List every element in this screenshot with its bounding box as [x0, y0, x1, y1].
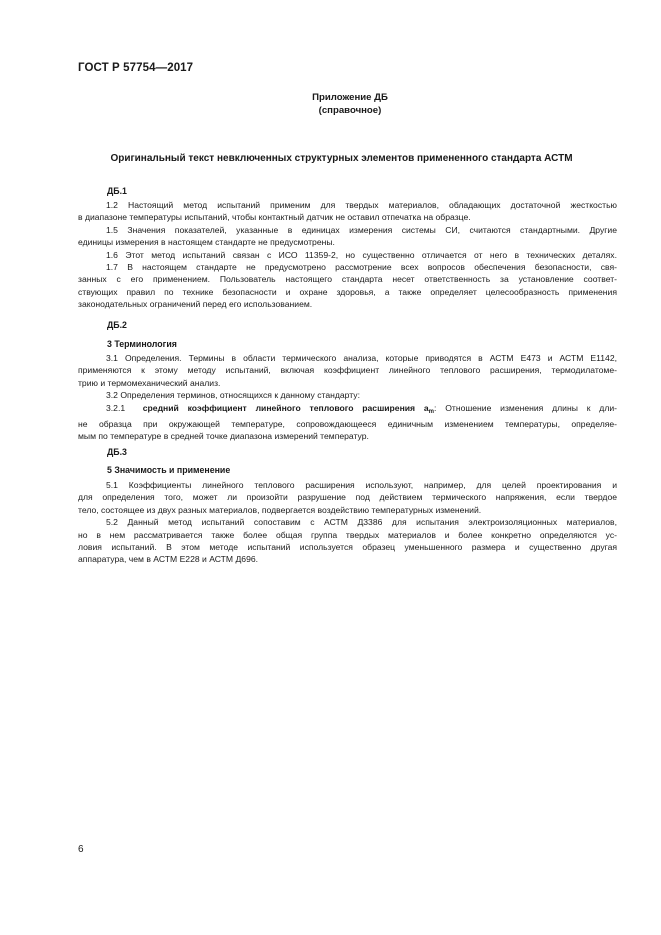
- section-label-db3: ДБ.3: [107, 447, 127, 457]
- text-line: применяются к этому методу испытаний, включая коэффициент линейного теплового расширения, термодилатоме-: [78, 365, 617, 376]
- section-db3-text: [78, 479, 617, 566]
- text-line: не образца при окружающей температуре, сопровождающееся единичным изменением температуры, определяе-: [78, 419, 617, 430]
- text-line: мым по температуре в средней точке диапазона измерений температур.: [78, 431, 369, 442]
- text-line: 3.1 Определения. Термины в области термического анализа, которые приводятся в АСТМ Е473 и АСТМ Е1142,: [106, 353, 617, 363]
- text-line: ствующих правил по технике безопасности и охране здоровья, а также определяет целесообразность применения: [78, 286, 617, 297]
- text-line: 1.7 В настоящем стандарте не предусмотрено рассмотрение всех вопросов обеспечения безопасности, свя-: [106, 262, 617, 273]
- text-line: в диапазоне температуры испытаний, чтобы контактный датчик не оставил отпечатка на образце.: [78, 212, 471, 223]
- section-heading-terminology: 3 Терминология: [107, 339, 177, 349]
- section-db1-text: [78, 199, 617, 311]
- appendix-title: Приложение ДБ: [312, 92, 388, 103]
- page-number: 6: [78, 844, 84, 855]
- text-line: занных с его применением. Пользователь настоящего стандарта несет ответственность за установление соответ-: [78, 274, 617, 285]
- text-line: ловия испытаний. В этом методе испытаний используется образец уменьшенного размера и существенно другая: [78, 542, 617, 553]
- text-line: 3.2 Определения терминов, относящихся к данному стандарту:: [106, 390, 360, 401]
- text-line: аппаратура, чем в АСТМ Е228 и АСТМ Д696.: [78, 554, 259, 565]
- text-line: тело, состоящее из двух разных материалов, подвергается воздействию температурных изменений.: [78, 504, 482, 515]
- main-heading: Оригинальный текст невключенных структурных элементов примененного стандарта АСТМ: [110, 153, 573, 164]
- text-line: единицы измерения в настоящем стандарте не предусмотрены.: [78, 237, 335, 248]
- text-line: 1.5 Значения показателей, указанные в единицах измерения системы СИ, считаются стандартными. Другие: [106, 224, 617, 235]
- term-definition-line: [78, 402, 617, 418]
- term-number: 3.2.1: [106, 402, 126, 413]
- text-line: но в нем рассматривается также более общая группа твердых материалов и более конкретно определяются ус-: [78, 529, 617, 540]
- text-line: 5.2 Данный метод испытаний сопоставим с АСТМ Д3386 для испытания электроизоляционных материалов,: [106, 517, 617, 528]
- text-line: 5.1 Коэффициенты линейного теплового расширения используют, например, для целей проектирования и: [106, 480, 617, 490]
- document-code: ГОСТ Р 57754—2017: [78, 62, 194, 74]
- section-label-db1: ДБ.1: [107, 186, 127, 196]
- text-line: 1.6 Этот метод испытаний связан с ИСО 11359-2, но существенно отличается от него в технических деталях.: [106, 249, 617, 260]
- section-label-db2: ДБ.2: [107, 320, 127, 330]
- text-line: трию и термомеханический анализ.: [78, 377, 221, 388]
- text-line: законодательных ограничений перед его использованием.: [78, 299, 313, 310]
- term-name: средний коэффициент линейного теплового расширения a: [142, 402, 429, 413]
- term-definition-start: : Отношение изменения длины к дли-: [434, 402, 617, 413]
- section-db2-text: [78, 352, 617, 443]
- text-line: 1.2 Настоящий метод испытаний применим для твердых материалов, обладающих достаточной жесткостью: [106, 200, 617, 210]
- text-line: для определения того, может ли произойти разрушение под действием термического напряжения, если твердое: [78, 492, 617, 503]
- appendix-subtitle: (справочное): [318, 105, 382, 116]
- section-heading-significance: 5 Значимость и применение: [107, 465, 231, 475]
- term-subscript: m: [428, 408, 434, 415]
